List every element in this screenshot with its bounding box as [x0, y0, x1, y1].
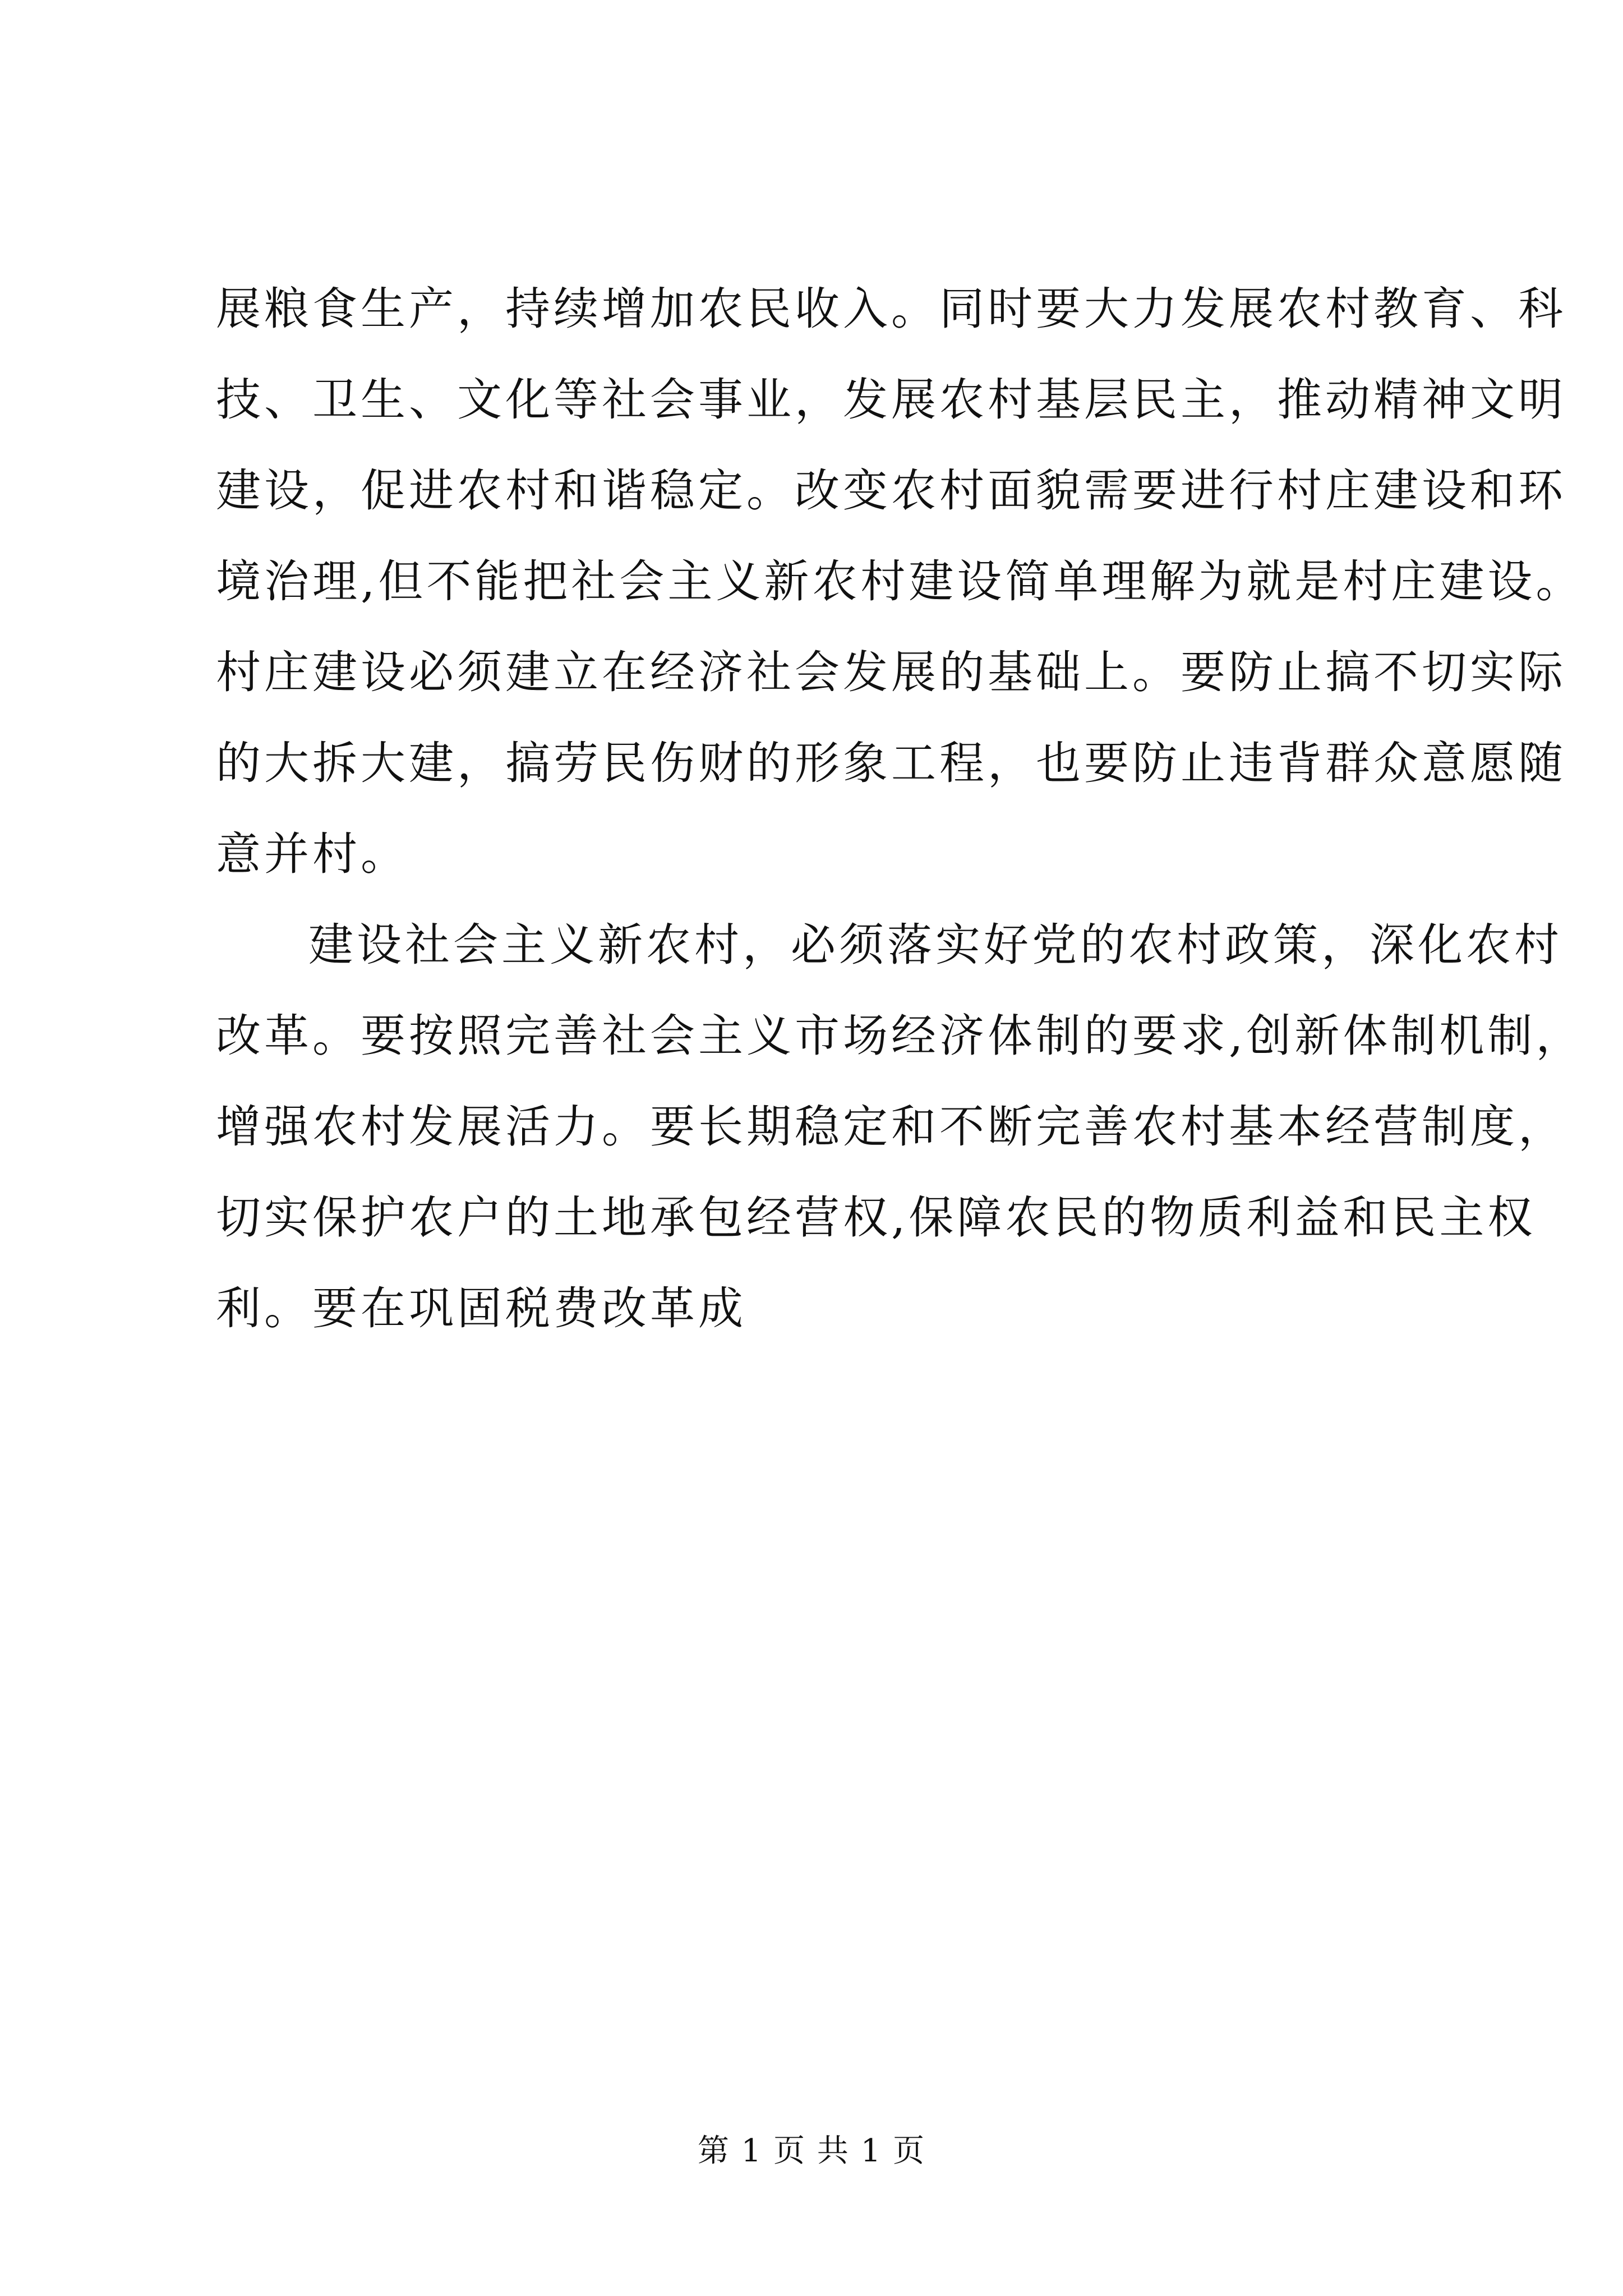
text-line: 境治理,但不能把社会主义新农村建设简单理解为就是村庄建设。 — [216, 555, 1584, 608]
text-line: 展粮食生产，持续增加农民收入。同时要大力发展农村教育、科 — [216, 283, 1566, 335]
body-text — [216, 264, 1584, 1354]
text-line: 意并村。 — [216, 828, 409, 880]
text-line: 增强农村发展活力。要长期稳定和不断完善农村基本经营制度， — [216, 1101, 1566, 1153]
text-line: 利。要在巩固税费改革成 — [216, 1282, 746, 1335]
page-footer: 第 1 页 共 1 页 — [697, 2133, 926, 2169]
text-line: 建设，促进农村和谐稳定。改变农村面貌需要进行村庄建设和环 — [216, 464, 1566, 517]
text-line: 的大拆大建，搞劳民伤财的形象工程，也要防止违背群众意愿随 — [216, 737, 1566, 789]
paragraph-2 — [216, 900, 1584, 1354]
text-line: 技、卫生、文化等社会事业，发展农村基层民主，推动精神文明 — [216, 374, 1566, 426]
paragraph-1 — [216, 264, 1584, 900]
text-line: 村庄建设必须建立在经济社会发展的基础上。要防止搞不切实际 — [216, 646, 1566, 698]
text-line: 切实保护农户的土地承包经营权,保障农民的物质利益和民主权 — [216, 1191, 1536, 1244]
text-line: 改革。要按照完善社会主义市场经济体制的要求,创新体制机制， — [216, 1010, 1584, 1062]
text-line: 建设社会主义新农村，必须落实好党的农村政策，深化农村 — [308, 919, 1562, 971]
